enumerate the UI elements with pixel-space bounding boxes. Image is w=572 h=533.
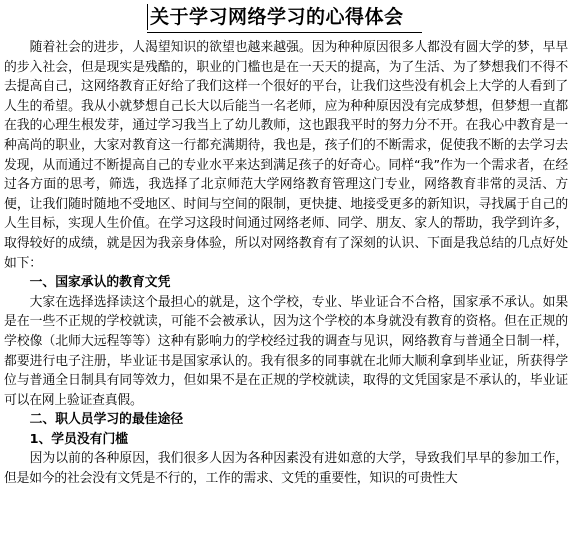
subsection-heading-2-1: 1、学员没有门槛 [29,431,129,447]
paragraph-section-1: 大家在选择选择读这个最担心的就是，这个学校，专业、毕业证合不合格，国家承不承认。如果是在一些不正规的学校就读，可能不会被承认，因为这个学校的本身就没有教育的资格。但在正规的学校像（北师大远程等等）这种有影响力的学校经过我的调查与见识，网络教育与普通全日制一样，都要进行电子注册，毕业证书是国家承认的。我有很多的同事就在北师大顺利拿到毕业证，所获得学位与普通全日制具有同等效力，但如果不是在正规的学校就读，取得的文凭国家是不承认的，毕业证可以在网上验证查真假。 [4,294,568,408]
document-body [4,38,568,489]
title-row [147,4,404,30]
section-heading-2: 二、职人员学习的最佳途径 [29,412,184,428]
section-heading-1: 一、国家承认的教育文凭 [29,275,171,291]
text-cursor [147,4,148,30]
title-underline [147,32,422,33]
document-title: 关于学习网络学习的心得体会 [150,6,404,28]
paragraph-intro: 随着社会的进步，人渴望知识的欲望也越来越强。因为种种原因很多人都没有圆大学的梦，早早的步入社会，但是现实是残酷的，职业的门槛也是在一天天的提高，为了生活、为了梦想我们不得不去提高自己，这网络教育正好给了我们这样一个很好的平台，让我们这些没有机会上大学的人看到了人生的希望。我从小就梦想自己长大以后能当一名老师，应为种种原因没有完成梦想，但梦想一直都在我的心理生根发芽，通过学习我当上了幼儿教师，这也跟我平时的努力分不开。在我心中教育是一种高尚的职业，大家对教育这一行都充满期待，我也是，孩子们的不断需求，促使我不断的去学习去发现，从而通过不断提高自己的专业水平来达到满足孩子的好奇心。同样“我”作为一个需求者，在经过各方面的思考，筛选，我选择了北京师范大学网络教育管理这门专业，网络教育非常的灵活、方便，让我们随时随地不受地区、时间与空间的限制，更快捷、地接受更多的新知识，寻找属于自己的人生目标，实现人生价值。在学习这段时间通过网络老师、同学、朋友、家人的帮助，我学到许多，取得较好的成绩，就是因为我亲身体验，所以对网络教育有了深刻的认识、下面是我总结的几点好处如下： [4,40,568,271]
paragraph-section-2-1: 因为以前的各种原因，我们很多人因为各种因素没有进如意的大学，导致我们早早的参加工作，但是如今的社会没有文凭是不行的，工作的需求、文凭的重要性，知识的可贵性大 [4,451,568,487]
